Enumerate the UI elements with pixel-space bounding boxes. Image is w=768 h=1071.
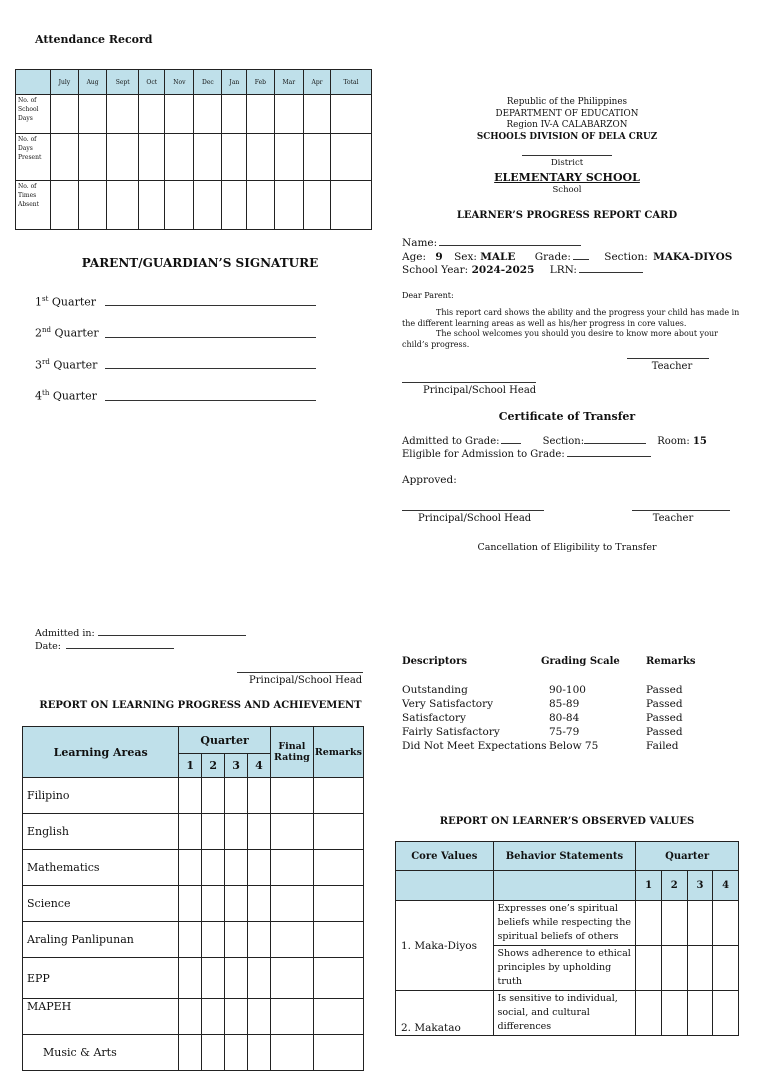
table-row xyxy=(16,95,372,134)
scale-grade: 80-84 xyxy=(549,712,580,724)
cancellation-label: Cancellation of Eligibility to Transfer xyxy=(477,542,657,553)
quarter-number: 4 xyxy=(713,871,739,901)
table-row xyxy=(23,778,364,814)
learner-info xyxy=(402,237,732,278)
month-header: Dec xyxy=(194,70,222,95)
transfer-principal: Principal/School Head xyxy=(418,513,532,524)
letter-teacher: Teacher xyxy=(651,361,693,372)
values-title: REPORT ON LEARNER’S OBSERVED VALUES xyxy=(439,816,695,827)
signature-line xyxy=(105,305,316,306)
scale-descriptor: Did Not Meet Expectations xyxy=(402,740,547,752)
learner-name-row: Name: xyxy=(402,237,732,251)
attendance-corner xyxy=(16,70,51,95)
admitted-principal: Principal/School Head xyxy=(249,675,363,686)
subject-name: MAPEH xyxy=(23,999,179,1035)
col-behavior: Behavior Statements xyxy=(493,842,636,871)
col-quarter: Quarter xyxy=(636,842,739,871)
guardian-q3: 3rd Quarter xyxy=(35,358,98,372)
learning-title: REPORT ON LEARNING PROGRESS AND ACHIEVEMENT xyxy=(39,700,362,711)
behavior-statement: Expresses one’s spiritual beliefs while respecting the spiritual beliefs of others xyxy=(493,901,636,946)
core-value: 1. Maka-Diyos xyxy=(396,901,494,991)
table-row xyxy=(23,922,364,958)
card-title: LEARNER’S PROGRESS REPORT CARD xyxy=(456,210,678,221)
attendance-table xyxy=(15,69,372,230)
scale-descriptor: Fairly Satisfactory xyxy=(402,726,500,738)
school-label: School xyxy=(552,185,582,195)
transfer-teacher: Teacher xyxy=(652,513,694,524)
scale-descriptor: Very Satisfactory xyxy=(402,698,494,710)
admitted-in: Admitted in: xyxy=(35,628,246,639)
scale-remark: Passed xyxy=(646,726,683,738)
letter-body xyxy=(402,308,742,350)
header-line: Region IV-A CALABARZON xyxy=(506,120,628,130)
month-header: Feb xyxy=(247,70,274,95)
principal-sign-line xyxy=(402,510,544,511)
col-quarter: Quarter xyxy=(179,727,271,754)
scale-remarks xyxy=(646,683,683,753)
signature-line xyxy=(105,368,316,369)
letter-paragraph: This report card shows the ability and the progress your child has made in the different learning areas as well as his/her progress in core values. xyxy=(402,308,740,328)
scale-descriptor: Satisfactory xyxy=(402,712,466,724)
header-line: Republic of the Philippines xyxy=(506,97,628,107)
salutation: Dear Parent: xyxy=(402,291,454,300)
district-line xyxy=(522,155,612,156)
table-row xyxy=(23,1035,364,1071)
scale-grade: 90-100 xyxy=(549,684,586,696)
transfer-info xyxy=(402,436,707,461)
signature-line xyxy=(105,400,316,401)
scale-header-grading: Grading Scale xyxy=(541,656,620,667)
admitted-date: Date: xyxy=(35,641,174,652)
subject-name: Araling Panlipunan xyxy=(23,922,179,958)
subject-name: Music & Arts xyxy=(23,1035,179,1071)
attendance-title: Attendance Record xyxy=(35,33,153,46)
scale-grade: 75-79 xyxy=(549,726,580,738)
quarter-number: 1 xyxy=(179,754,202,778)
quarter-number: 3 xyxy=(225,754,248,778)
scale-header-remarks: Remarks xyxy=(646,656,696,667)
core-value: 2. Makatao xyxy=(396,991,494,1036)
month-header: Apr xyxy=(304,70,331,95)
approved-label: Approved: xyxy=(402,474,457,486)
scale-remark: Passed xyxy=(646,698,683,710)
teacher-sign-line xyxy=(627,358,709,359)
quarter-number: 3 xyxy=(687,871,713,901)
behavior-statement: Shows adherence to ethical principles by upholding truth xyxy=(493,946,636,991)
table-row xyxy=(16,134,372,181)
subject-name: English xyxy=(23,814,179,850)
scale-grades xyxy=(549,683,598,753)
subject-name: Filipino xyxy=(23,778,179,814)
month-header: Oct xyxy=(139,70,165,95)
header-line: DEPARTMENT OF EDUCATION xyxy=(495,108,639,119)
table-row xyxy=(396,901,739,946)
scale-grade: 85-89 xyxy=(549,698,580,710)
scale-remark: Passed xyxy=(646,684,683,696)
district-label: District xyxy=(550,158,584,168)
attendance-row-label: No. of Days Present xyxy=(16,134,51,181)
learner-sy-row: School Year: 2024-2025 LRN: xyxy=(402,264,732,278)
teacher-sign-line xyxy=(632,510,730,511)
subject-name: Mathematics xyxy=(23,850,179,886)
table-row xyxy=(23,999,364,1035)
scale-remark: Failed xyxy=(646,740,679,752)
table-row xyxy=(23,886,364,922)
letter-principal: Principal/School Head xyxy=(423,385,537,396)
table-row xyxy=(23,850,364,886)
principal-sign-line xyxy=(402,382,536,383)
signature-line xyxy=(105,337,316,338)
table-row xyxy=(396,991,739,1036)
school-name: ELEMENTARY SCHOOL xyxy=(494,171,640,184)
col-core-values: Core Values xyxy=(396,842,494,871)
quarter-number: 2 xyxy=(202,754,225,778)
guardian-q4: 4th Quarter xyxy=(35,389,97,403)
letter-paragraph: The school welcomes you should you desire to know more about your child’s progress. xyxy=(402,329,718,349)
learning-table xyxy=(22,726,364,1071)
transfer-eligible-row: Eligible for Admission to Grade: xyxy=(402,449,707,462)
values-table xyxy=(395,841,739,1036)
month-header: Aug xyxy=(78,70,107,95)
attendance-row-label: No. of School Days xyxy=(16,95,51,134)
scale-remark: Passed xyxy=(646,712,683,724)
table-row xyxy=(23,958,364,999)
scale-descriptors xyxy=(402,683,547,753)
month-header: Nov xyxy=(165,70,194,95)
subject-name: EPP xyxy=(23,958,179,999)
col-remarks: Remarks xyxy=(313,727,363,778)
guardian-title: PARENT/GUARDIAN’S SIGNATURE xyxy=(81,256,319,270)
table-row xyxy=(23,814,364,850)
transfer-title: Certificate of Transfer xyxy=(498,410,636,423)
school-header xyxy=(387,97,747,143)
scale-header-descriptors: Descriptors xyxy=(402,656,467,667)
month-header: Sept xyxy=(107,70,139,95)
month-header: Jan xyxy=(222,70,247,95)
table-row xyxy=(16,181,372,230)
scale-grade: Below 75 xyxy=(549,740,599,752)
quarter-number: 2 xyxy=(661,871,687,901)
attendance-row-label: No. of Times Absent xyxy=(16,181,51,230)
header-line: SCHOOLS DIVISION OF DELA CRUZ xyxy=(476,131,658,142)
month-header: Mar xyxy=(274,70,304,95)
month-header: July xyxy=(51,70,79,95)
month-header: Total xyxy=(331,70,372,95)
learner-age-row: Age: 9 Sex: MALE Grade: Section: MAKA-DIYOS xyxy=(402,250,733,263)
behavior-statement: Is sensitive to individual, social, and cultural differences xyxy=(493,991,636,1036)
quarter-number: 4 xyxy=(248,754,271,778)
quarter-number: 1 xyxy=(636,871,662,901)
scale-descriptor: Outstanding xyxy=(402,684,468,696)
transfer-grade-row: Admitted to Grade: Section: Room: 15 xyxy=(402,436,707,447)
col-learning-areas: Learning Areas xyxy=(23,727,179,778)
col-final-rating: Final Rating xyxy=(270,727,313,778)
subject-name: Science xyxy=(23,886,179,922)
guardian-q1: 1st Quarter xyxy=(35,295,97,309)
guardian-q2: 2nd Quarter xyxy=(35,326,99,340)
signature-line xyxy=(237,672,363,673)
